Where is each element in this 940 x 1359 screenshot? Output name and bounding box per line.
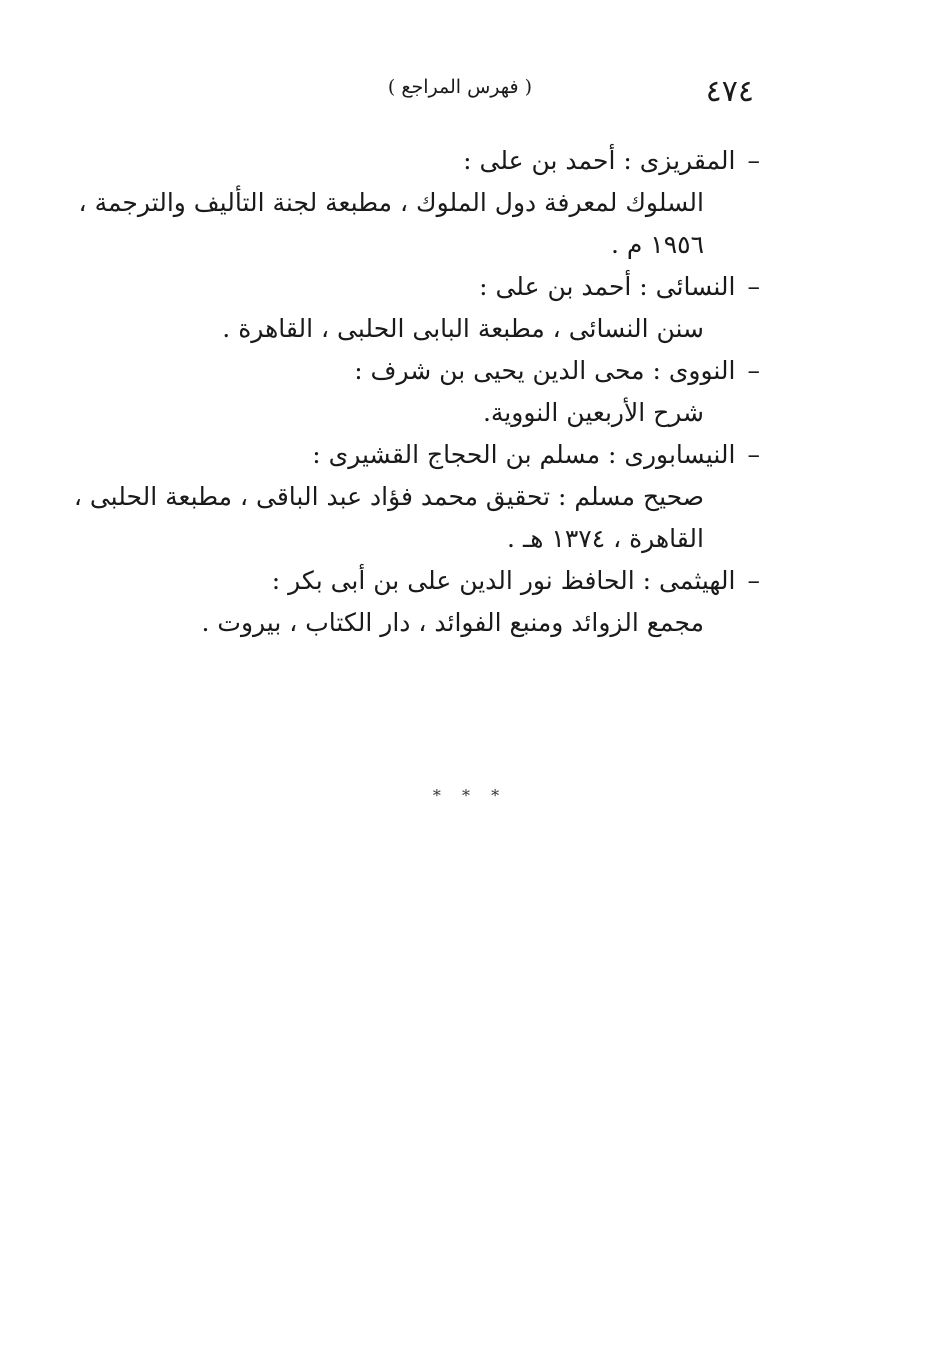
- reference-work-line: السلوك لمعرفة دول الملوك ، مطبعة لجنة التأليف والترجمة ،: [78, 188, 704, 217]
- section-end-ornament: * * *: [432, 786, 508, 805]
- author-name: النووى : محى الدين يحيى بن شرف :: [354, 356, 736, 385]
- reference-work-line: ١٩٥٦ م .: [610, 230, 704, 259]
- entry-dash: –: [747, 440, 760, 469]
- reference-work-line: شرح الأربعين النووية.: [482, 398, 704, 427]
- author-name: النيسابورى : مسلم بن الحجاج القشيرى :: [312, 440, 736, 469]
- page-header: [0, 70, 940, 110]
- reference-author: [100, 266, 760, 308]
- running-title: ( فهرس المراجع ): [387, 76, 533, 98]
- author-name: الهيثمى : الحافظ نور الدين على بن أبى بكر :: [271, 566, 736, 595]
- entry-dash: –: [747, 566, 760, 595]
- page-number: ٤٧٤: [705, 74, 754, 109]
- reference-author: [100, 434, 760, 476]
- reference-work-line: صحيح مسلم : تحقيق محمد فؤاد عبد الباقى ، مطبعة الحلبى ،: [73, 482, 704, 511]
- reference-work-line: مجمع الزوائد ومنبع الفوائد ، دار الكتاب ، بيروت .: [201, 608, 704, 637]
- entry-dash: –: [747, 272, 760, 301]
- reference-work-line: سنن النسائى ، مطبعة البابى الحلبى ، القاهرة .: [222, 314, 704, 343]
- author-name: المقريزى : أحمد بن على :: [463, 146, 736, 175]
- reference-author: [100, 560, 760, 602]
- reference-author: [100, 140, 760, 182]
- references-list: [73, 140, 760, 644]
- reference-author: [100, 350, 760, 392]
- author-name: النسائى : أحمد بن على :: [479, 272, 736, 301]
- reference-work-line: القاهرة ، ١٣٧٤ هـ .: [507, 524, 704, 553]
- entry-dash: –: [747, 146, 760, 175]
- entry-dash: –: [747, 356, 760, 385]
